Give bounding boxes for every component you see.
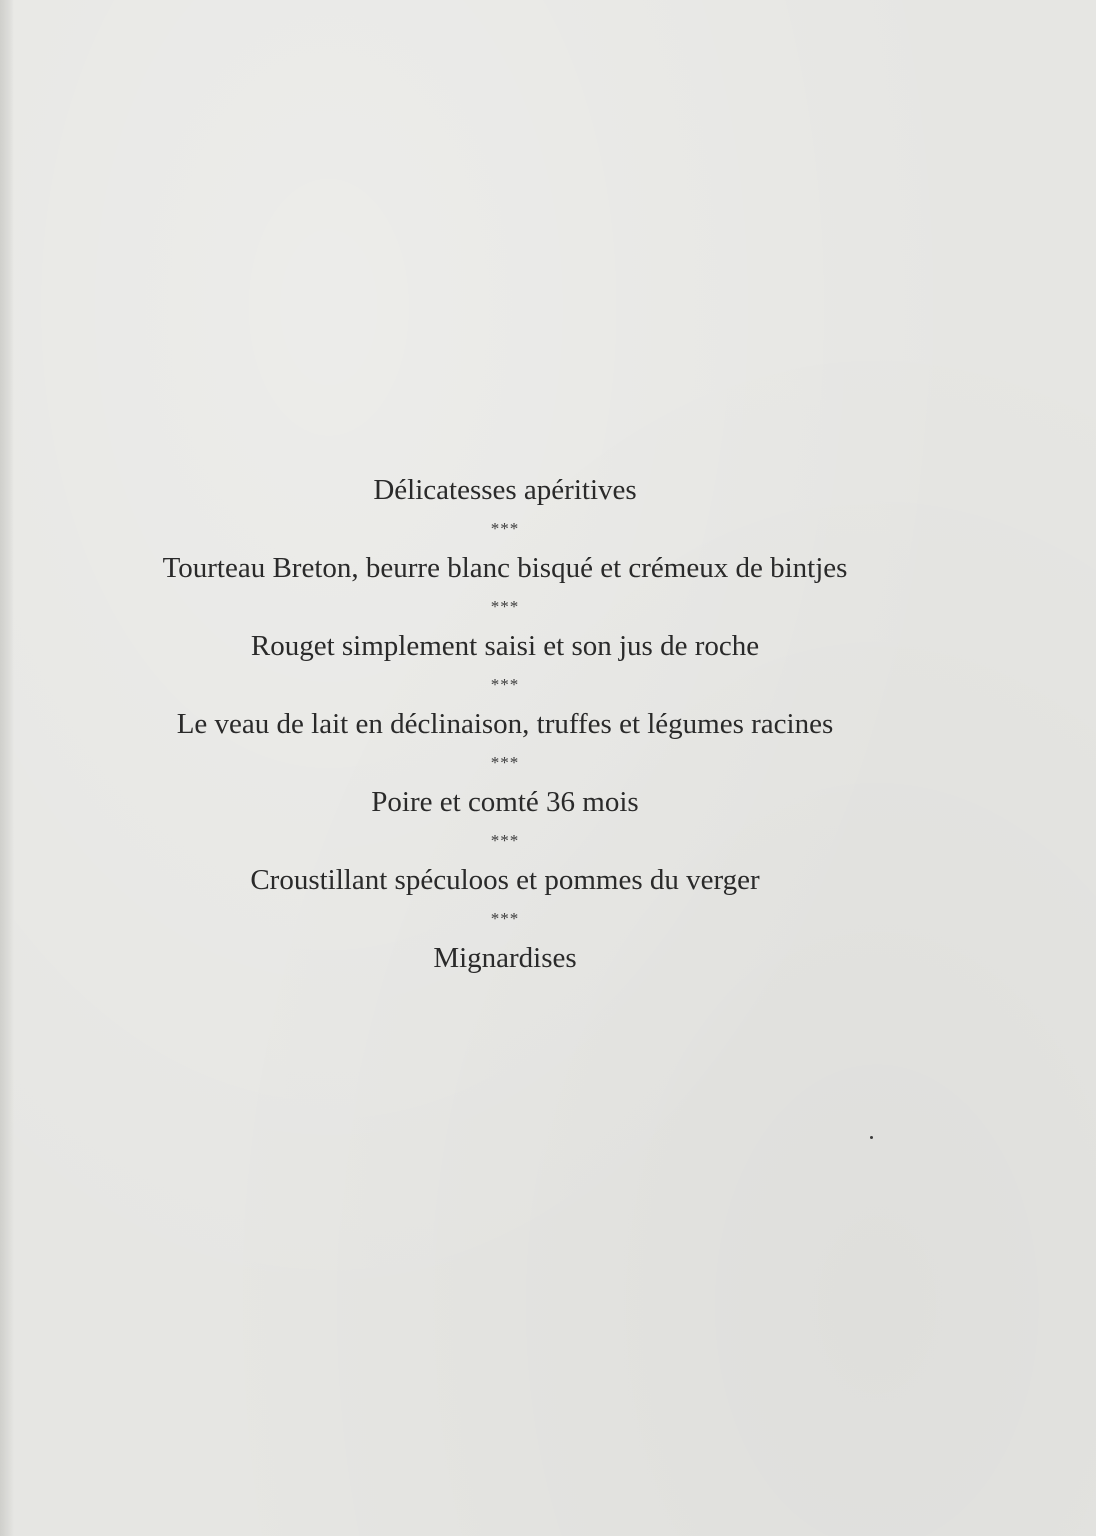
course-6: Croustillant spéculoos et pommes du verger xyxy=(250,864,760,896)
course-5: Poire et comté 36 mois xyxy=(371,786,639,818)
separator-3: *** xyxy=(490,675,520,694)
separator-1: *** xyxy=(490,519,520,538)
course-1: Délicatesses apéritives xyxy=(373,474,637,506)
separator-2: *** xyxy=(490,597,520,616)
menu-list xyxy=(0,470,1010,978)
course-2: Tourteau Breton, beurre blanc bisqué et crémeux de bintjes xyxy=(162,552,848,584)
course-4: Le veau de lait en déclinaison, truffes et légumes racines xyxy=(176,708,834,740)
separator-6: *** xyxy=(490,909,520,928)
course-3: Rouget simplement saisi et son jus de roche xyxy=(250,630,760,662)
separator-4: *** xyxy=(490,753,520,772)
course-7: Mignardises xyxy=(433,942,577,974)
separator-5: *** xyxy=(490,831,520,850)
paper-speck xyxy=(870,1136,873,1139)
